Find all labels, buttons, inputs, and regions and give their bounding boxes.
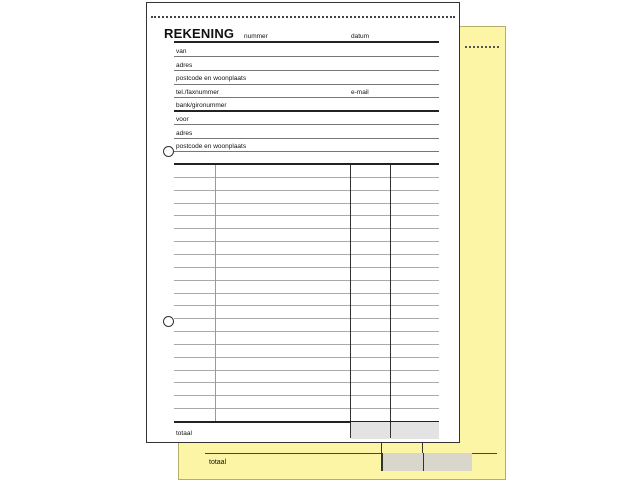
- field-label-van: van: [176, 48, 187, 55]
- copy-total-box: [423, 453, 472, 471]
- table-row-line: [174, 344, 439, 345]
- table-row-line: [174, 241, 439, 242]
- table-row-line: [174, 293, 439, 294]
- table-row-line: [174, 370, 439, 371]
- total-label: totaal: [176, 430, 192, 437]
- table-row-line: [174, 382, 439, 383]
- punch-hole: [163, 146, 174, 157]
- invoice-sheet: [146, 2, 460, 443]
- table-row-line: [174, 203, 439, 204]
- field-line: [174, 70, 439, 71]
- field-line: [174, 56, 439, 57]
- datum-label: datum: [351, 33, 370, 40]
- invoice-title: REKENING: [164, 26, 235, 41]
- table-row-line: [174, 318, 439, 319]
- table-top-rule: [174, 163, 439, 165]
- table-row-line: [174, 228, 439, 229]
- field-label-voor: voor: [176, 116, 189, 123]
- field-label-postcode-2: postcode en woonplaats: [176, 143, 247, 150]
- section-rule: [174, 110, 439, 112]
- table-row-line: [174, 190, 439, 191]
- copy-total-box: [382, 453, 423, 471]
- field-label-postcode: postcode en woonplaats: [176, 75, 247, 82]
- table-row-line: [174, 331, 439, 332]
- table-column-divider: [390, 165, 391, 438]
- table-row-line: [174, 408, 439, 409]
- table-row-line: [174, 280, 439, 281]
- table-column-divider: [350, 165, 351, 438]
- punch-hole: [163, 316, 174, 327]
- nummer-label: nummer: [244, 33, 268, 40]
- field-line: [174, 138, 439, 139]
- field-label-bank: bank/gironummer: [176, 102, 227, 109]
- table-column-divider: [215, 165, 216, 421]
- table-row-line: [174, 357, 439, 358]
- table-row-line: [174, 177, 439, 178]
- email-label: e-mail: [351, 89, 369, 96]
- total-box: [351, 422, 390, 439]
- field-line: [174, 84, 439, 85]
- field-label-adres: adres: [176, 62, 193, 69]
- field-line: [174, 151, 439, 152]
- field-line: [174, 124, 439, 125]
- copy-perforation: [465, 46, 499, 48]
- header-rule: [174, 41, 439, 43]
- table-row-line: [174, 254, 439, 255]
- copy-total-label: totaal: [209, 459, 227, 466]
- table-row-line: [174, 395, 439, 396]
- field-label-adres-2: adres: [176, 130, 193, 137]
- total-box: [391, 422, 439, 439]
- field-line: [174, 97, 439, 98]
- table-row-line: [174, 305, 439, 306]
- perforation: [151, 16, 455, 18]
- field-label-telfax: tel./faxnummer: [176, 89, 219, 96]
- table-row-line: [174, 267, 439, 268]
- table-row-line: [174, 215, 439, 216]
